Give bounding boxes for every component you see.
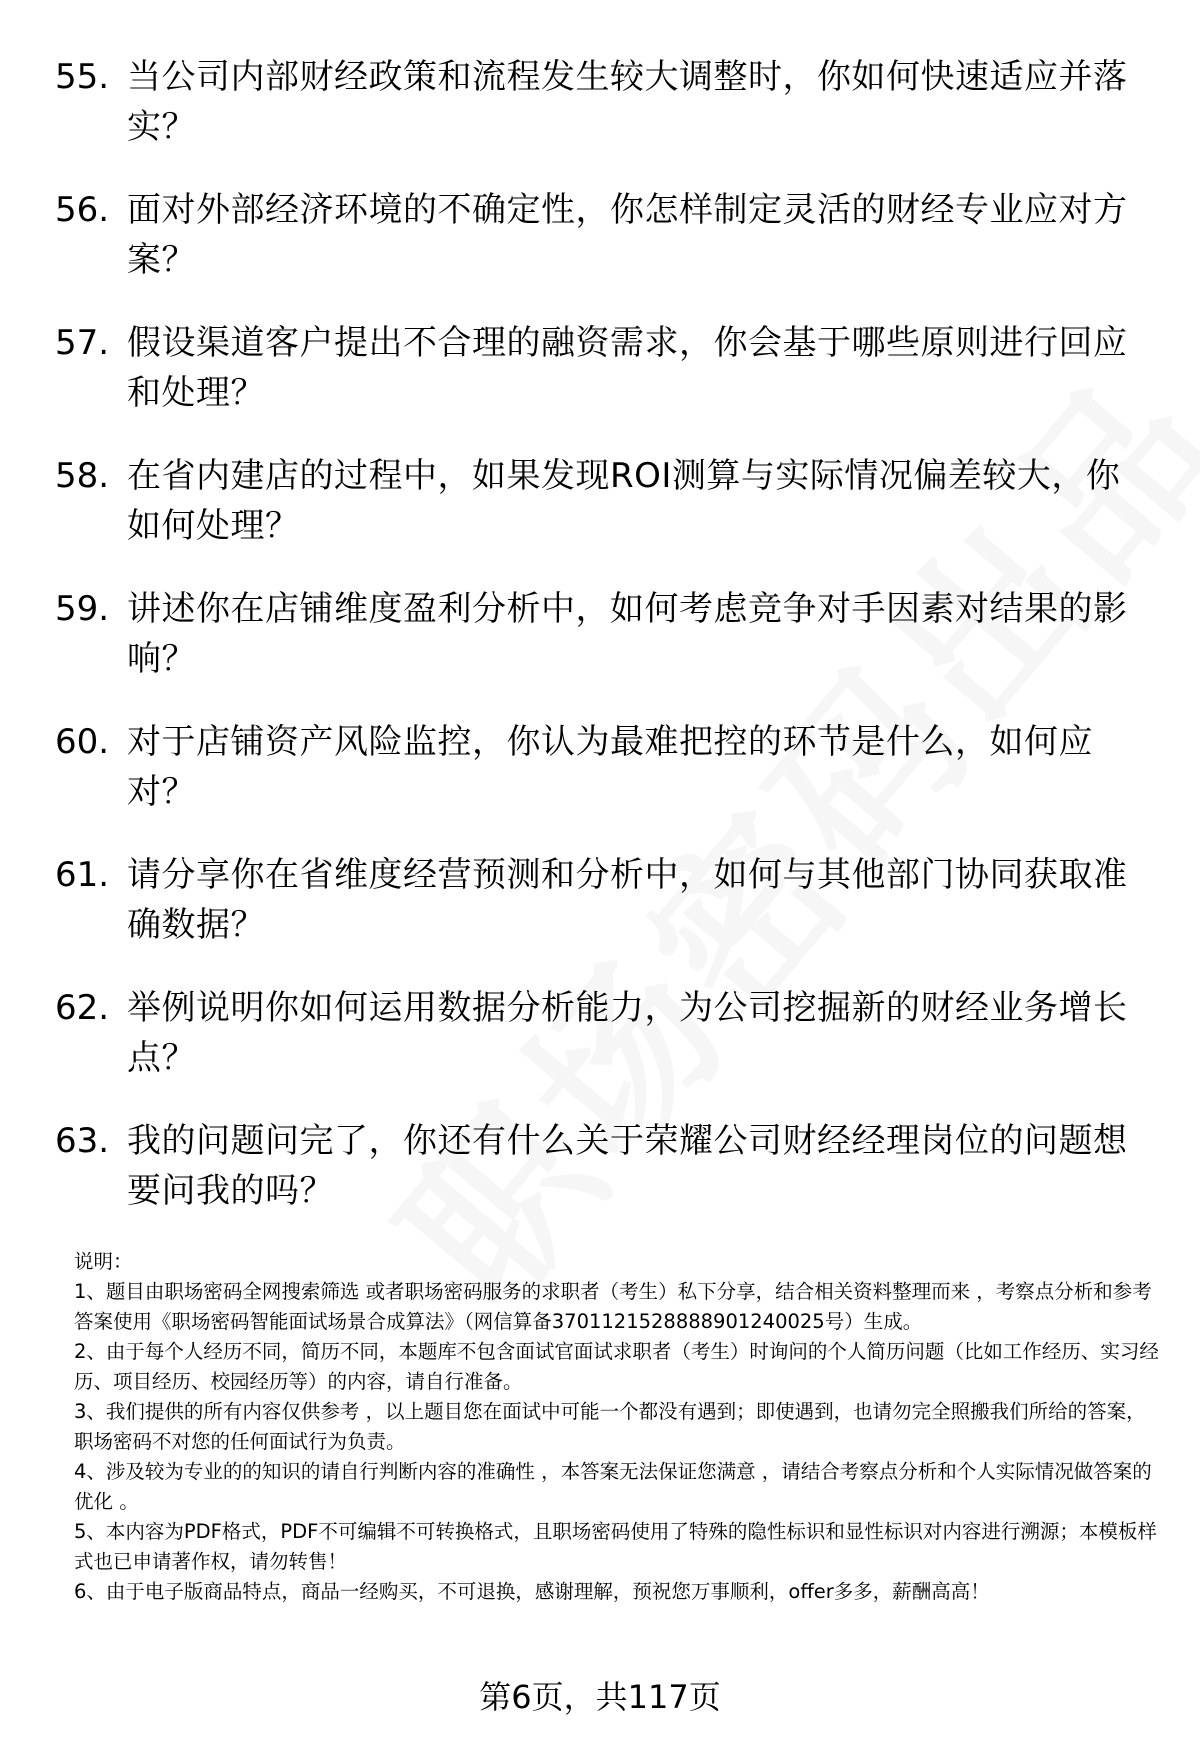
question-number: 63.	[55, 1121, 110, 1161]
question-number: 60.	[55, 722, 110, 762]
question-item	[55, 1116, 1155, 1249]
question-number: 57.	[55, 323, 110, 363]
note-item: 4、涉及较为专业的的知识的请自行判断内容的准确性 ，本答案无法保证您满意 ，请结合考察点分析和个人实际情况做答案的优化 。	[74, 1460, 1152, 1513]
question-list	[55, 52, 1155, 1249]
question-text: 对于店铺资产风险监控，你认为最难把控的环节是什么，如何应对？	[127, 722, 1093, 812]
question-text: 面对外部经济环境的不确定性，你怎样制定灵活的财经专业应对方案？	[127, 190, 1128, 280]
notes-title: 说明：	[74, 1250, 133, 1273]
question-text: 我的问题问完了，你还有什么关于荣耀公司财经经理岗位的问题想要问我的吗？	[127, 1121, 1128, 1211]
question-item	[55, 318, 1155, 451]
note-item: 3、我们提供的所有内容仅供参考 ，以上题目您在面试中可能一个都没有遇到；即使遇到，也请勿完全照搬我们所给的答案，职场密码不对您的任何面试行为负责。	[74, 1400, 1146, 1453]
question-item	[55, 185, 1155, 318]
note-item: 6、由于电子版商品特点，商品一经购买，不可退换，感谢理解，预祝您万事顺利，offer多多，薪酬高高！	[74, 1580, 990, 1603]
question-number: 61.	[55, 855, 110, 895]
question-text: 假设渠道客户提出不合理的融资需求，你会基于哪些原则进行回应和处理？	[127, 323, 1128, 413]
question-text: 请分享你在省维度经营预测和分析中，如何与其他部门协同获取准确数据？	[127, 855, 1128, 945]
question-number: 58.	[55, 456, 110, 496]
question-item	[55, 584, 1155, 717]
note-item: 5、本内容为PDF格式，PDF不可编辑不可转换格式，且职场密码使用了特殊的隐性标识和显性标识对内容进行溯源；本模板样式也已申请著作权，请勿转售！	[74, 1520, 1157, 1573]
question-item	[55, 52, 1155, 185]
question-item	[55, 850, 1155, 983]
question-item	[55, 451, 1155, 584]
question-number: 59.	[55, 589, 110, 629]
question-text: 举例说明你如何运用数据分析能力，为公司挖掘新的财经业务增长点？	[127, 988, 1128, 1078]
page-number: 第6页，共117页	[479, 1678, 721, 1716]
question-item	[55, 717, 1155, 850]
question-item	[55, 983, 1155, 1116]
note-item: 1、题目由职场密码全网搜索筛选 或者职场密码服务的求职者（考生）私下分享，结合相关资料整理而来 ，考察点分析和参考答案使用《职场密码智能面试场景合成算法》（网信算备3701121528888901240025号）生成。	[74, 1280, 1152, 1333]
question-number: 62.	[55, 988, 110, 1028]
question-text: 讲述你在店铺维度盈利分析中，如何考虑竞争对手因素对结果的影响？	[127, 589, 1128, 679]
question-text: 在省内建店的过程中，如果发现ROI测算与实际情况偏差较大，你如何处理？	[127, 456, 1121, 546]
question-number: 55.	[55, 57, 110, 97]
question-number: 56.	[55, 190, 110, 230]
note-item: 2、由于每个人经历不同，简历不同，本题库不包含面试官面试求职者（考生）时询问的个人简历问题（比如工作经历、实习经历、项目经历、校园经历等）的内容，请自行准备。	[74, 1340, 1159, 1393]
question-text: 当公司内部财经政策和流程发生较大调整时，你如何快速适应并落实？	[127, 57, 1128, 147]
notes-section	[74, 1247, 1164, 1607]
